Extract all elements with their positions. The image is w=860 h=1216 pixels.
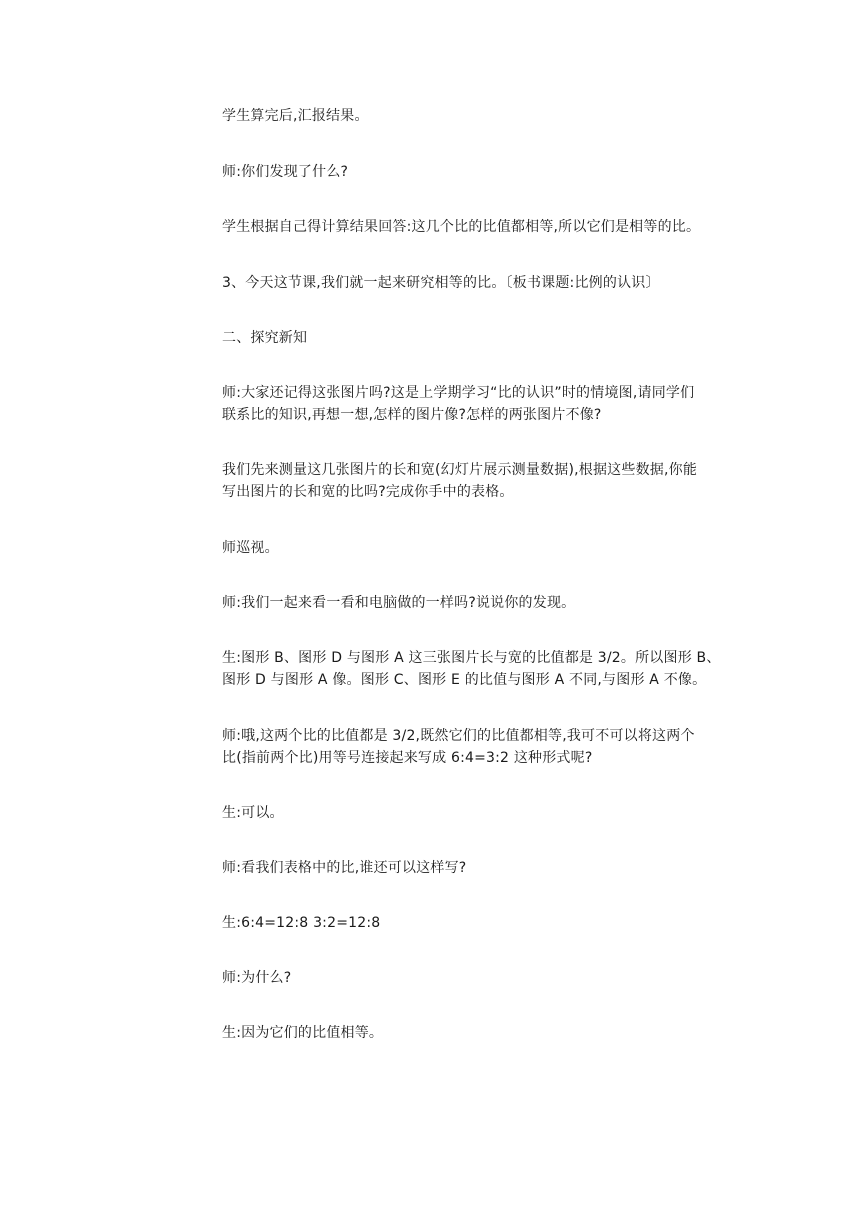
text-line: 师:哦,这两个比的比值都是 3/2,既然它们的比值都相等,我可不可以将这两个 <box>222 728 695 744</box>
text-line: 生:可以。 <box>222 805 284 821</box>
paragraph-9 <box>222 592 732 614</box>
text-line: 师巡视。 <box>222 540 279 556</box>
text-line: 师:你们发现了什么? <box>222 164 349 180</box>
text-line: 二、探究新知 <box>222 330 308 346</box>
paragraph-15 <box>222 967 732 989</box>
text-line: 写出图片的长和宽的比吗?完成你手中的表格。 <box>222 484 514 500</box>
paragraph-7 <box>222 459 732 503</box>
paragraph-12 <box>222 802 732 824</box>
text-line: 生:6:4=12:8 3:2=12:8 <box>222 915 381 931</box>
text-line: 师:看我们表格中的比,谁还可以这样写? <box>222 860 467 876</box>
text-line: 我们先来测量这几张图片的长和宽(幻灯片展示测量数据),根据这些数据,你能 <box>222 462 698 478</box>
paragraph-4 <box>222 272 732 294</box>
text-line: 师:大家还记得这张图片吗?这是上学期学习“比的认识”时的情境图,请同学们 <box>222 385 695 401</box>
text-line: 学生算完后,汇报结果。 <box>222 108 369 124</box>
section-heading <box>222 327 732 349</box>
text-line: 学生根据自己得计算结果回答:这几个比的比值都相等,所以它们是相等的比。 <box>222 219 701 235</box>
paragraph-2 <box>222 161 732 183</box>
paragraph-11 <box>222 725 732 769</box>
paragraph-6 <box>222 382 732 426</box>
text-line: 师:为什么? <box>222 970 292 986</box>
text-line: 联系比的知识,再想一想,怎样的图片像?怎样的两张图片不像? <box>222 407 602 423</box>
paragraph-1 <box>222 105 732 127</box>
text-line: 图形 D 与图形 A 像。图形 C、图形 E 的比值与图形 A 不同,与图形 A 不像。 <box>222 672 707 688</box>
paragraph-8 <box>222 537 732 559</box>
text-line: 3、今天这节课,我们就一起来研究相等的比。〔板书课题:比例的认识〕 <box>222 275 660 291</box>
paragraph-16 <box>222 1022 732 1044</box>
paragraph-10 <box>222 647 732 691</box>
paragraph-3 <box>222 216 732 238</box>
text-line: 生:因为它们的比值相等。 <box>222 1025 384 1041</box>
text-line: 比(指前两个比)用等号连接起来写成 6:4=3:2 这种形式呢? <box>222 750 593 766</box>
text-line: 师:我们一起来看一看和电脑做的一样吗?说说你的发现。 <box>222 595 576 611</box>
paragraph-14 <box>222 912 732 934</box>
text-line: 生:图形 B、图形 D 与图形 A 这三张图片长与宽的比值都是 3/2。所以图形 B、 <box>222 650 721 666</box>
paragraph-13 <box>222 857 732 879</box>
